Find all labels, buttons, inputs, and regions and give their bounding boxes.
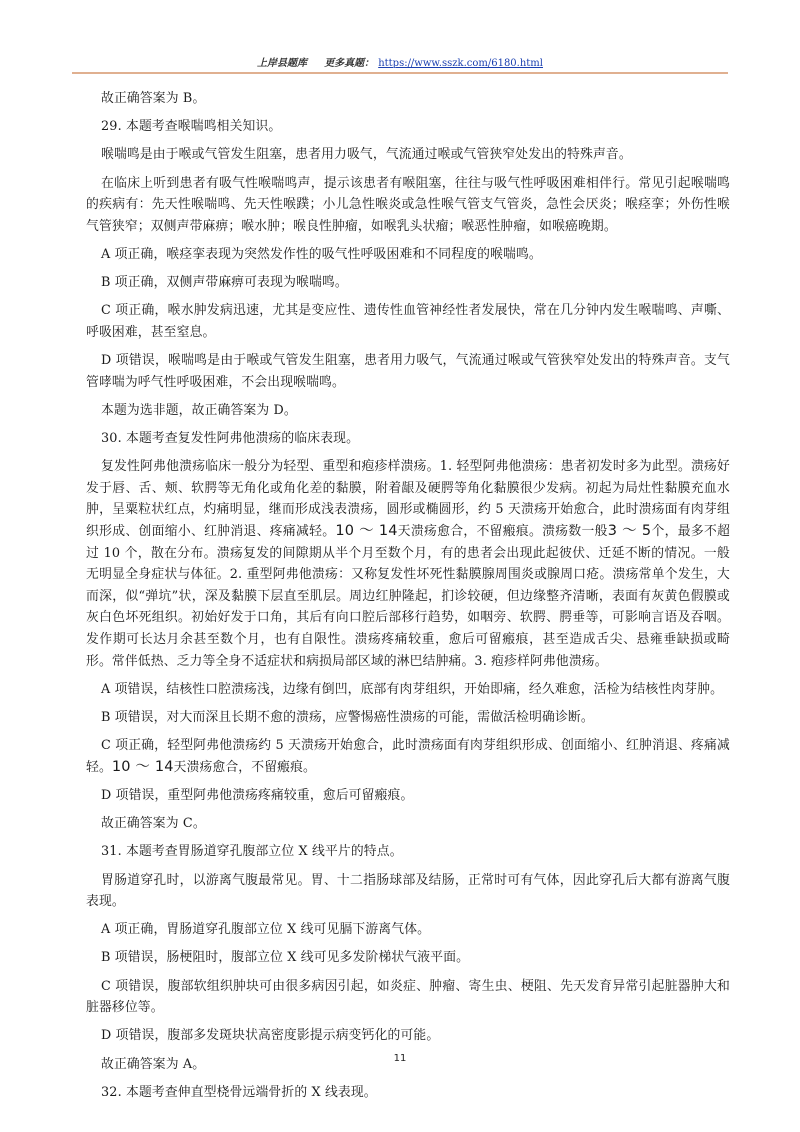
paragraph bbox=[86, 947, 730, 969]
text-run: 故正确答案为 C。 bbox=[101, 816, 206, 832]
paragraph bbox=[86, 679, 730, 701]
paragraph bbox=[86, 707, 730, 729]
paragraph bbox=[86, 919, 730, 941]
page-header bbox=[0, 54, 800, 69]
text-run: D 项错误，腹部多发斑块状高密度影提示病变钙化的可能。 bbox=[101, 1028, 440, 1044]
text-run: B 项错误，对大而深且长期不愈的溃疡，应警惕癌性溃疡的可能，需做活检明确诊断。 bbox=[101, 709, 594, 725]
more-questions-label: 更多真题： bbox=[324, 58, 375, 69]
paragraph bbox=[86, 456, 730, 672]
text-run: 29. 本题考查喉喘鸣相关知识。 bbox=[101, 119, 282, 135]
text-run: D 项错误，喉喘鸣是由于喉或气管发生阻塞，患者用力吸气，气流通过喉或气管狭窄处发出的特殊声音。支气管哮喘为呼气性呼吸困难，不会出现喉喘鸣。 bbox=[86, 353, 730, 390]
paragraph bbox=[86, 173, 730, 238]
paragraph bbox=[86, 785, 730, 807]
text-run: C 项错误，腹部软组织肿块可由很多病因引起，如炎症、肿瘤、寄生虫、梗阻、先天发育异常引起脏器肿大和脏器移位等。 bbox=[86, 978, 730, 1016]
numeric-range: 10 ～ 14 bbox=[111, 758, 174, 775]
brand-name: 上岸县题库 bbox=[257, 58, 307, 69]
text-run: C 项正确，轻型阿弗他溃疡约 5 天溃疡开始愈合，此时溃疡面有肉芽组织形成、创面缩小、红肿消退、疼痛减轻。 bbox=[86, 738, 730, 775]
page-number: 11 bbox=[393, 1053, 407, 1064]
paragraph bbox=[86, 870, 730, 913]
text-run: 故正确答案为 A。 bbox=[101, 1056, 206, 1072]
text-run: A 项正确，喉痉挛表现为突然发作性的吸气性呼吸困难和不同程度的喉喘鸣。 bbox=[101, 246, 542, 262]
paragraph bbox=[86, 841, 730, 863]
text-run: A 项错误，结核性口腔溃疡浅，边缘有倒凹，底部有肉芽组织，开始即痛，经久难愈，活检为结核性肉芽肿。 bbox=[101, 681, 724, 697]
text-run: 故正确答案为 B。 bbox=[101, 91, 206, 106]
paragraph bbox=[86, 428, 730, 450]
paragraph bbox=[86, 400, 730, 422]
text-run: 喉喘鸣是由于喉或气管发生阻塞，患者用力吸气，气流通过喉或气管狭窄处发出的特殊声音。 bbox=[101, 147, 632, 163]
text-run: D 项错误，重型阿弗他溃疡疼痛较重，愈后可留瘢痕。 bbox=[101, 787, 414, 803]
text-run: 天溃疡愈合，不留瘢痕。溃疡数一般 bbox=[397, 524, 608, 540]
numeric-range: 3 ～ 5 bbox=[607, 523, 652, 540]
header-divider bbox=[72, 72, 728, 74]
text-run: A 项正确，胃肠道穿孔腹部立位 X 线可见膈下游离气体。 bbox=[101, 922, 431, 938]
paragraph bbox=[86, 350, 730, 393]
paragraph bbox=[86, 813, 730, 835]
text-run: 个，最多不超过 10 个，散在分布。溃疡复发的间隙期从半个月至数个月，有的患者会出现此起彼伏、迁延不断的情况。一般无明显全身症状与体征。2. 重型阿弗他溃疡：又称复发性坏死性黏膜腺周围炎或腺周口疮。溃疡常单个发生，大而深，似“弹坑”状，深及黏膜下层直至肌层。周边红肿隆起，扪诊较硬，但边缘整齐清晰，表面有灰黄色假膜或灰白色坏死组织。初始好发于口角，其后有向口腔后部移行趋势，如咽旁、软腭、腭垂等，可影响言语及吞咽。发作期可长达月余甚至数个月，也有自限性。溃疡疼痛较重，愈后可留瘢痕，甚至造成舌尖、悬雍垂缺损或畸形。常伴低热、乏力等全身不适症状和病损局部区域的淋巴结肿痛。3. 疱疹样阿弗他溃疡。 bbox=[86, 524, 731, 669]
paragraph bbox=[86, 144, 730, 166]
text-run: 天溃疡愈合，不留瘢痕。 bbox=[173, 759, 316, 775]
text-run: B 项正确，双侧声带麻痹可表现为喉喘鸣。 bbox=[101, 275, 348, 291]
paragraph bbox=[86, 116, 730, 138]
text-run: 本题为选非题，故正确答案为 D。 bbox=[101, 402, 297, 418]
paragraph bbox=[86, 735, 730, 778]
text-run: 31. 本题考查胃肠道穿孔腹部立位 X 线平片的特点。 bbox=[101, 844, 403, 860]
paragraph bbox=[86, 272, 730, 294]
paragraph bbox=[86, 1082, 730, 1104]
text-run: 32. 本题考查伸直型桡骨远端骨折的 X 线表现。 bbox=[101, 1084, 377, 1100]
text-run: C 项正确，喉水肿发病迅速，尤其是变应性、遗传性血管神经性者发展快，常在几分钟内发生喉喘鸣、声嘶、呼吸困难，甚至窒息。 bbox=[86, 303, 730, 340]
text-run: 复发性阿弗他溃疡临床一般分为轻型、重型和疱疹样溃疡。1. 轻型阿弗他溃疡：患者初发时多为此型。溃疡好发于唇、舌、颊、软腭等无角化或角化差的黏膜，附着龈及硬腭等角化黏膜很少发病。初起为局灶性黏膜充血水肿，呈粟粒状红点，灼痛明显，继而形成浅表溃疡，圆形或椭圆形，约 5 天溃疡开始愈合，此时溃疡面有肉芽组织形成、创面缩小、红肿消退、疼痛减轻。 bbox=[86, 459, 730, 540]
text-run: 胃肠道穿孔时，以游离气腹最常见。胃、十二指肠球部及结肠，正常时可有气体，因此穿孔后大都有游离气腹表现。 bbox=[86, 872, 730, 910]
paragraph bbox=[86, 300, 730, 343]
paragraph bbox=[86, 88, 730, 110]
text-run: B 项错误，肠梗阻时，腹部立位 X 线可见多发阶梯状气液平面。 bbox=[101, 950, 470, 966]
paragraph bbox=[86, 1025, 730, 1047]
source-link[interactable]: https://www.sszk.com/6180.html bbox=[378, 58, 543, 69]
numeric-range: 10 ～ 14 bbox=[335, 523, 398, 540]
document-body bbox=[86, 88, 730, 1110]
paragraph bbox=[86, 244, 730, 266]
paragraph bbox=[86, 976, 730, 1019]
text-run: 30. 本题考查复发性阿弗他溃疡的临床表现。 bbox=[101, 431, 360, 447]
text-run: 在临床上听到患者有吸气性喉喘鸣声，提示该患者有喉阻塞，往往与吸气性呼吸困难相伴行。常见引起喉喘鸣的疾病有：先天性喉喘鸣、先天性喉蹼；小儿急性喉炎或急性喉气管支气管炎，急性会厌炎；喉痉挛；外伤性喉气管狭窄；双侧声带麻痹；喉水肿；喉良性肿瘤，如喉乳头状瘤；喉恶性肿瘤，如喉癌晚期。 bbox=[86, 175, 730, 234]
